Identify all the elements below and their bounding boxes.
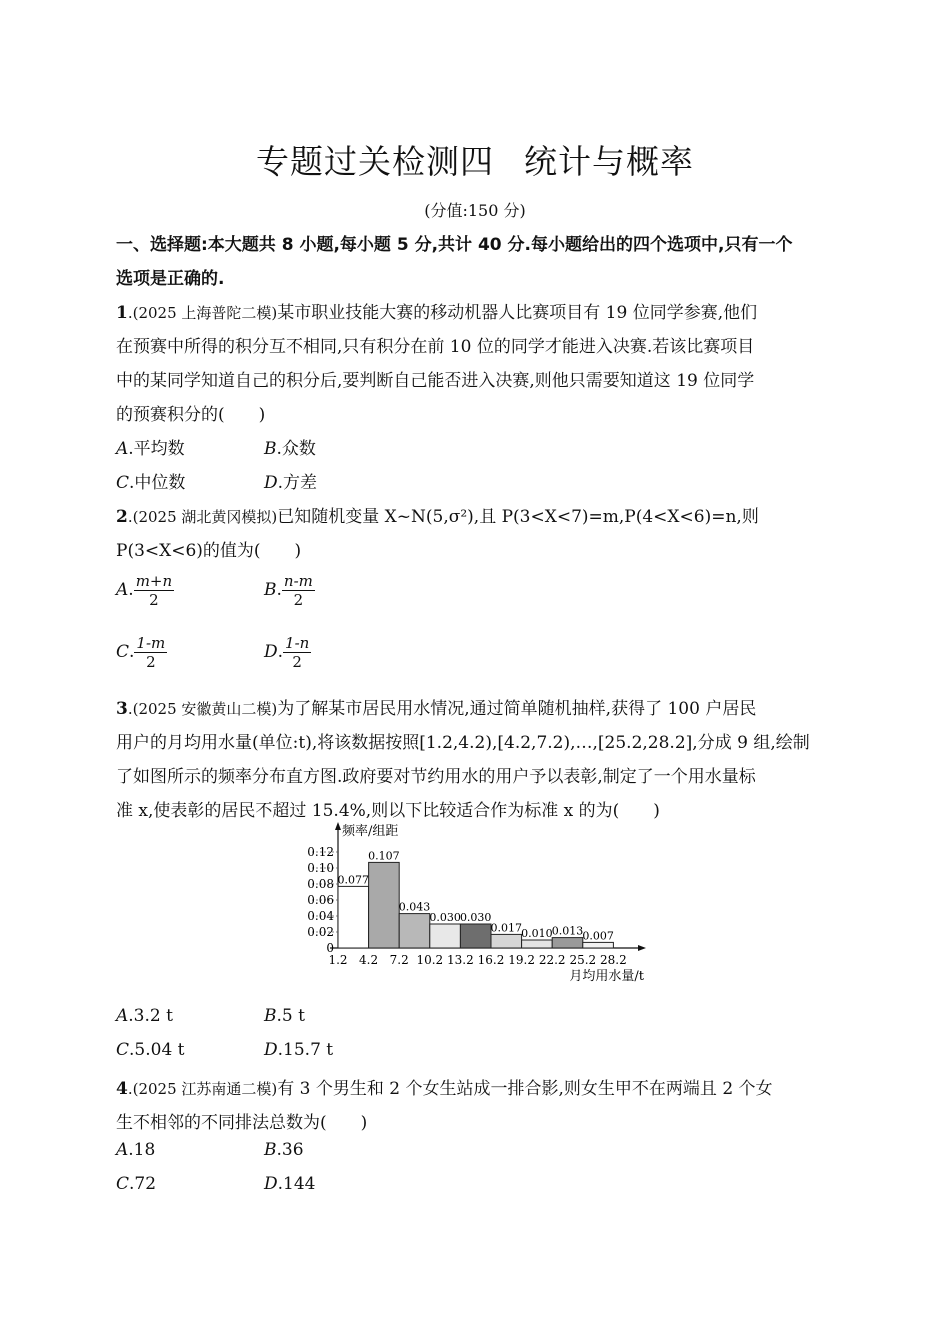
q4-line1: [116, 1074, 773, 1099]
x-tick-label: 10.2: [416, 953, 444, 967]
x-axis-label: 月均用水量/t: [569, 969, 644, 984]
q1-option-d[interactable]: [264, 468, 317, 493]
option-text: .5 t: [276, 1006, 305, 1026]
title-right: 统计与概率: [524, 142, 694, 181]
bar-value-label: 0.077: [337, 873, 370, 887]
fraction: $\frac{m+n}{2}$: [135, 572, 173, 609]
x-tick-label: 22.2: [538, 953, 566, 967]
q1-option-b[interactable]: [264, 434, 316, 459]
bar-value-label: 0.010: [521, 927, 553, 940]
q4-option-b[interactable]: [264, 1140, 304, 1160]
q4-option-d[interactable]: [264, 1174, 316, 1194]
option-label: C: [116, 1040, 130, 1060]
q2-line1: [116, 502, 759, 527]
option-text: .中位数: [129, 473, 186, 493]
q2-source: .(2025 湖北黄冈模拟): [127, 508, 278, 526]
x-tick-label: 7.2: [389, 953, 409, 967]
option-text: .平均数: [128, 439, 185, 459]
option-label: D: [264, 1174, 278, 1194]
y-tick-label: 0.04: [307, 909, 334, 923]
bar-value-label: 0.107: [368, 849, 400, 863]
option-label: B: [264, 1140, 277, 1160]
q2-number: 2: [116, 507, 128, 527]
bar-value-label: 0.007: [582, 929, 614, 943]
option-label: D: [264, 1040, 278, 1060]
x-tick-label: 13.2: [447, 953, 474, 967]
score-note: (分值:150 分): [424, 201, 526, 220]
option-label: C: [116, 473, 130, 493]
page-title: [0, 136, 950, 183]
q2-text-1: 已知随机变量 X~N(5,σ²),且 P(3<X<7)=m,P(4<X<6)=n,则: [277, 507, 759, 527]
q1-option-c[interactable]: [116, 468, 185, 493]
fraction: $\frac{1-n}{2}$: [285, 634, 310, 671]
option-text: .3.2 t: [128, 1006, 173, 1026]
histogram-bar: [583, 942, 614, 948]
q1-source: .(2025 上海普陀二模): [127, 304, 278, 322]
histogram-bar: [369, 862, 400, 948]
option-text: .36: [276, 1140, 304, 1160]
title-left: 专题过关检测四: [256, 142, 494, 181]
option-text: .5.04 t: [129, 1040, 185, 1060]
q1-number: 1: [116, 303, 128, 323]
histogram-bar: [399, 914, 430, 948]
y-tick-label: 0.06: [307, 893, 334, 907]
option-label: A: [116, 1140, 129, 1160]
q1-line3: 中的某同学知道自己的积分后,要判断自己能否进入决赛,则他只需要知道这 19 位同学: [116, 371, 755, 391]
y-tick-label: 0.08: [307, 877, 334, 891]
bar-value-label: 0.030: [459, 911, 492, 924]
q3-option-b[interactable]: [264, 1006, 305, 1026]
fraction: $\frac{1-m}{2}$: [136, 634, 166, 671]
q1-line4: 的预赛积分的( ): [116, 405, 266, 425]
q2-option-b[interactable]: B. $\frac{n-m}{2}$: [264, 572, 313, 609]
histogram-bar: [552, 938, 583, 948]
q4-option-a[interactable]: [116, 1140, 155, 1160]
y-axis-label: 频率/组距: [342, 824, 399, 839]
q1-option-a[interactable]: [116, 434, 185, 459]
q2-line2: P(3<X<6)的值为( ): [116, 541, 302, 561]
option-text: .144: [277, 1174, 316, 1194]
q4-option-c[interactable]: [116, 1174, 156, 1194]
option-label: B: [264, 580, 277, 600]
option-label: A: [116, 580, 129, 600]
histogram-bar: [460, 924, 491, 948]
q2-option-a[interactable]: A. $\frac{m+n}{2}$: [116, 572, 173, 609]
bar-value-label: 0.030: [429, 911, 461, 924]
option-label: A: [116, 1006, 129, 1026]
q3-number: 3: [116, 699, 128, 719]
fraction: $\frac{n-m}{2}$: [283, 572, 313, 609]
q3-source: .(2025 安徽黄山二模): [127, 700, 278, 718]
option-text: .15.7 t: [277, 1040, 334, 1060]
q4-text-1: 有 3 个男生和 2 个女生站成一排合影,则女生甲不在两端且 2 个女: [277, 1079, 773, 1099]
histogram-bar: [430, 924, 461, 948]
q4-line2: 生不相邻的不同排法总数为( ): [116, 1113, 368, 1133]
q1-line1: [116, 298, 757, 323]
q2-option-c[interactable]: C. $\frac{1-m}{2}$: [116, 634, 166, 671]
q3-option-d[interactable]: [264, 1040, 333, 1060]
q4-number: 4: [116, 1079, 128, 1099]
bar-value-label: 0.043: [398, 900, 431, 914]
q3-line4: 准 x,使表彰的居民不超过 15.4%,则以下比较适合作为标准 x 的为( ): [116, 801, 660, 821]
y-tick-label: 0.10: [307, 861, 334, 875]
x-tick-label: 1.2: [328, 953, 348, 967]
option-label: C: [116, 1174, 130, 1194]
bar-value-label: 0.017: [490, 921, 523, 935]
option-text: .众数: [276, 439, 316, 459]
q4-source: .(2025 江苏南通二模): [127, 1080, 278, 1098]
q2-option-d[interactable]: D. $\frac{1-n}{2}$: [264, 634, 310, 671]
x-tick-label: 19.2: [508, 953, 535, 967]
x-axis-arrow: [638, 945, 646, 951]
y-tick-label: 0.02: [307, 925, 334, 939]
option-text: .18: [128, 1140, 156, 1160]
histogram-bar: [338, 886, 369, 948]
section-heading-line1: 一、选择题:本大题共 8 小题,每小题 5 分,共计 40 分.每小题给出的四个选项中,只有一个: [116, 235, 793, 255]
option-label: B: [264, 1006, 277, 1026]
option-label: C: [116, 642, 130, 662]
q1-line2: 在预赛中所得的积分互不相同,只有积分在前 10 位的同学才能进入决赛.若该比赛项目: [116, 337, 755, 357]
bar-value-label: 0.013: [551, 924, 584, 938]
y-tick-label: 0: [326, 941, 334, 955]
q3-line2: 用户的月均用水量(单位:t),将该数据按照[1.2,4.2),[4.2,7.2),…,[25.2,28.2],分成 9 组,绘制: [116, 733, 810, 753]
x-tick-label: 25.2: [569, 953, 597, 967]
option-text: .方差: [277, 473, 318, 493]
histogram-bar: [491, 934, 522, 948]
y-axis-arrow: [335, 822, 341, 830]
x-tick-label: 4.2: [359, 953, 379, 967]
option-label: A: [116, 439, 129, 459]
x-tick-label: 28.2: [600, 953, 627, 967]
option-label: D: [264, 473, 278, 493]
option-label: D: [264, 642, 278, 662]
x-tick-label: 16.2: [477, 953, 505, 967]
section-heading-line2: 选项是正确的.: [116, 269, 225, 289]
q3-option-c[interactable]: [116, 1040, 185, 1060]
option-label: B: [264, 439, 277, 459]
q3-line3: 了如图所示的频率分布直方图.政府要对节约用水的用户予以表彰,制定了一个用水量标: [116, 767, 756, 787]
histogram-chart: [290, 820, 660, 990]
q1-text-1: 某市职业技能大赛的移动机器人比赛项目有 19 位同学参赛,他们: [277, 303, 758, 323]
q3-option-a[interactable]: [116, 1006, 173, 1026]
histogram-bar: [522, 940, 553, 948]
option-text: .72: [129, 1174, 157, 1194]
y-tick-label: 0.12: [307, 845, 334, 859]
q3-line1: [116, 694, 756, 719]
q3-text-1: 为了解某市居民用水情况,通过简单随机抽样,获得了 100 户居民: [277, 699, 757, 719]
